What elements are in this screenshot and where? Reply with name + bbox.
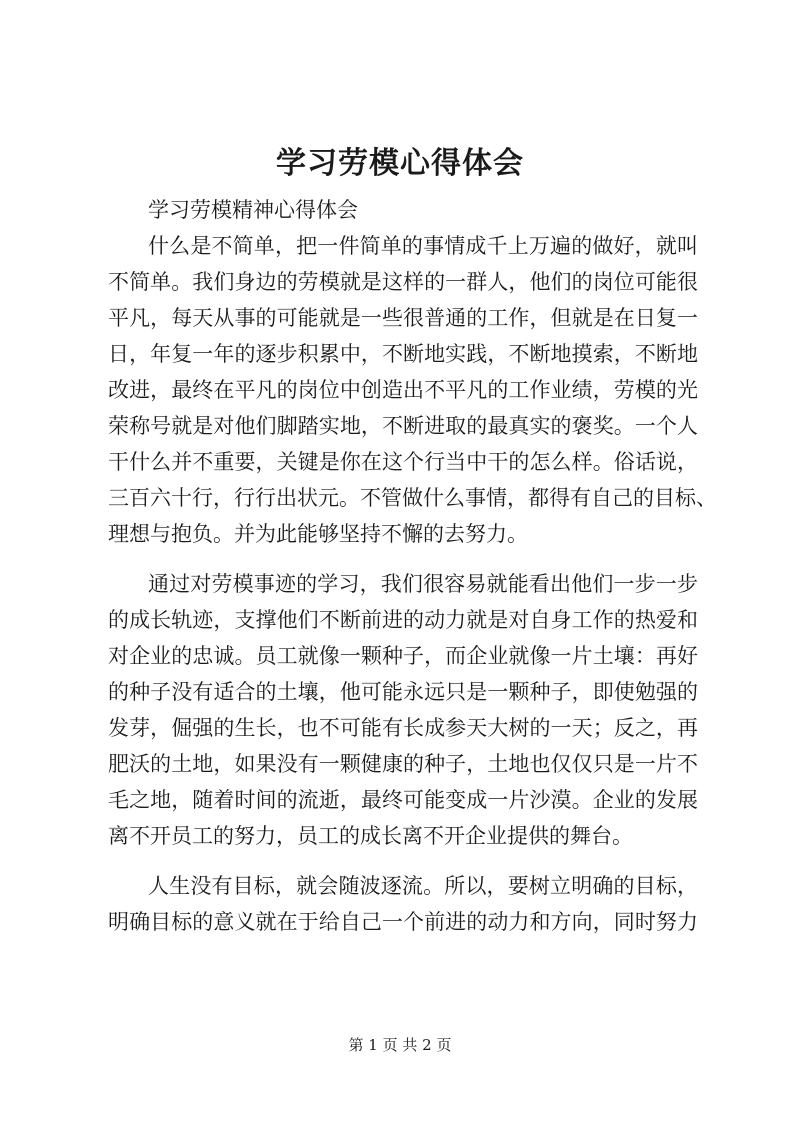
text-line: 理想与抱负。并为此能够坚持不懈的去努力。 xyxy=(108,522,528,546)
text-line: 毛之地，随着时间的流逝，最终可能变成一片沙漠。企业的发展 xyxy=(108,788,698,812)
document-title: 学习劳模心得体会 xyxy=(276,146,524,181)
text-line: 改进，最终在平凡的岗位中创造出不平凡的工作业绩，劳模的光 xyxy=(108,378,698,402)
text-line: 的种子没有适合的土壤，他可能永远只是一颗种子，即使勉强的 xyxy=(108,680,698,704)
text-line: 离不开员工的努力，员工的成长离不开企业提供的舞台。 xyxy=(108,824,633,848)
text-line: 肥沃的土地，如果没有一颗健康的种子，土地也仅仅只是一片不 xyxy=(108,752,698,776)
text-line: 发芽，倔强的生长，也不可能有长成参天大树的一天；反之，再 xyxy=(108,716,698,740)
text-line: 什么是不简单，把一件简单的事情成千上万遍的做好，就叫 xyxy=(148,234,698,258)
text-line: 荣称号就是对他们脚踏实地，不断进取的最真实的褒奖。一个人 xyxy=(108,414,698,438)
document-subtitle: 学习劳模精神心得体会 xyxy=(148,198,358,222)
page-number: 第 1 页 共 2 页 xyxy=(348,1036,452,1054)
text-line: 日，年复一年的逐步积累中，不断地实践，不断地摸索，不断地 xyxy=(108,342,698,366)
text-line: 不简单。我们身边的劳模就是这样的一群人，他们的岗位可能很 xyxy=(108,270,698,294)
text-line: 对企业的忠诚。员工就像一颗种子，而企业就像一片土壤：再好 xyxy=(108,644,698,668)
text-line: 人生没有目标，就会随波逐流。所以，要树立明确的目标， xyxy=(148,874,698,898)
text-line: 干什么并不重要，关键是你在这个行当中干的怎么样。俗话说， xyxy=(108,450,698,474)
text-line: 明确目标的意义就在于给自己一个前进的动力和方向，同时努力 xyxy=(108,910,698,934)
text-line: 三百六十行，行行出状元。不管做什么事情，都得有自己的目标、 xyxy=(108,486,717,510)
text-line: 平凡，每天从事的可能就是一些很普通的工作，但就是在日复一 xyxy=(108,306,698,330)
text-line: 通过对劳模事迹的学习，我们很容易就能看出他们一步一步 xyxy=(148,572,698,596)
text-line: 的成长轨迹，支撑他们不断前进的动力就是对自身工作的热爱和 xyxy=(108,608,698,632)
